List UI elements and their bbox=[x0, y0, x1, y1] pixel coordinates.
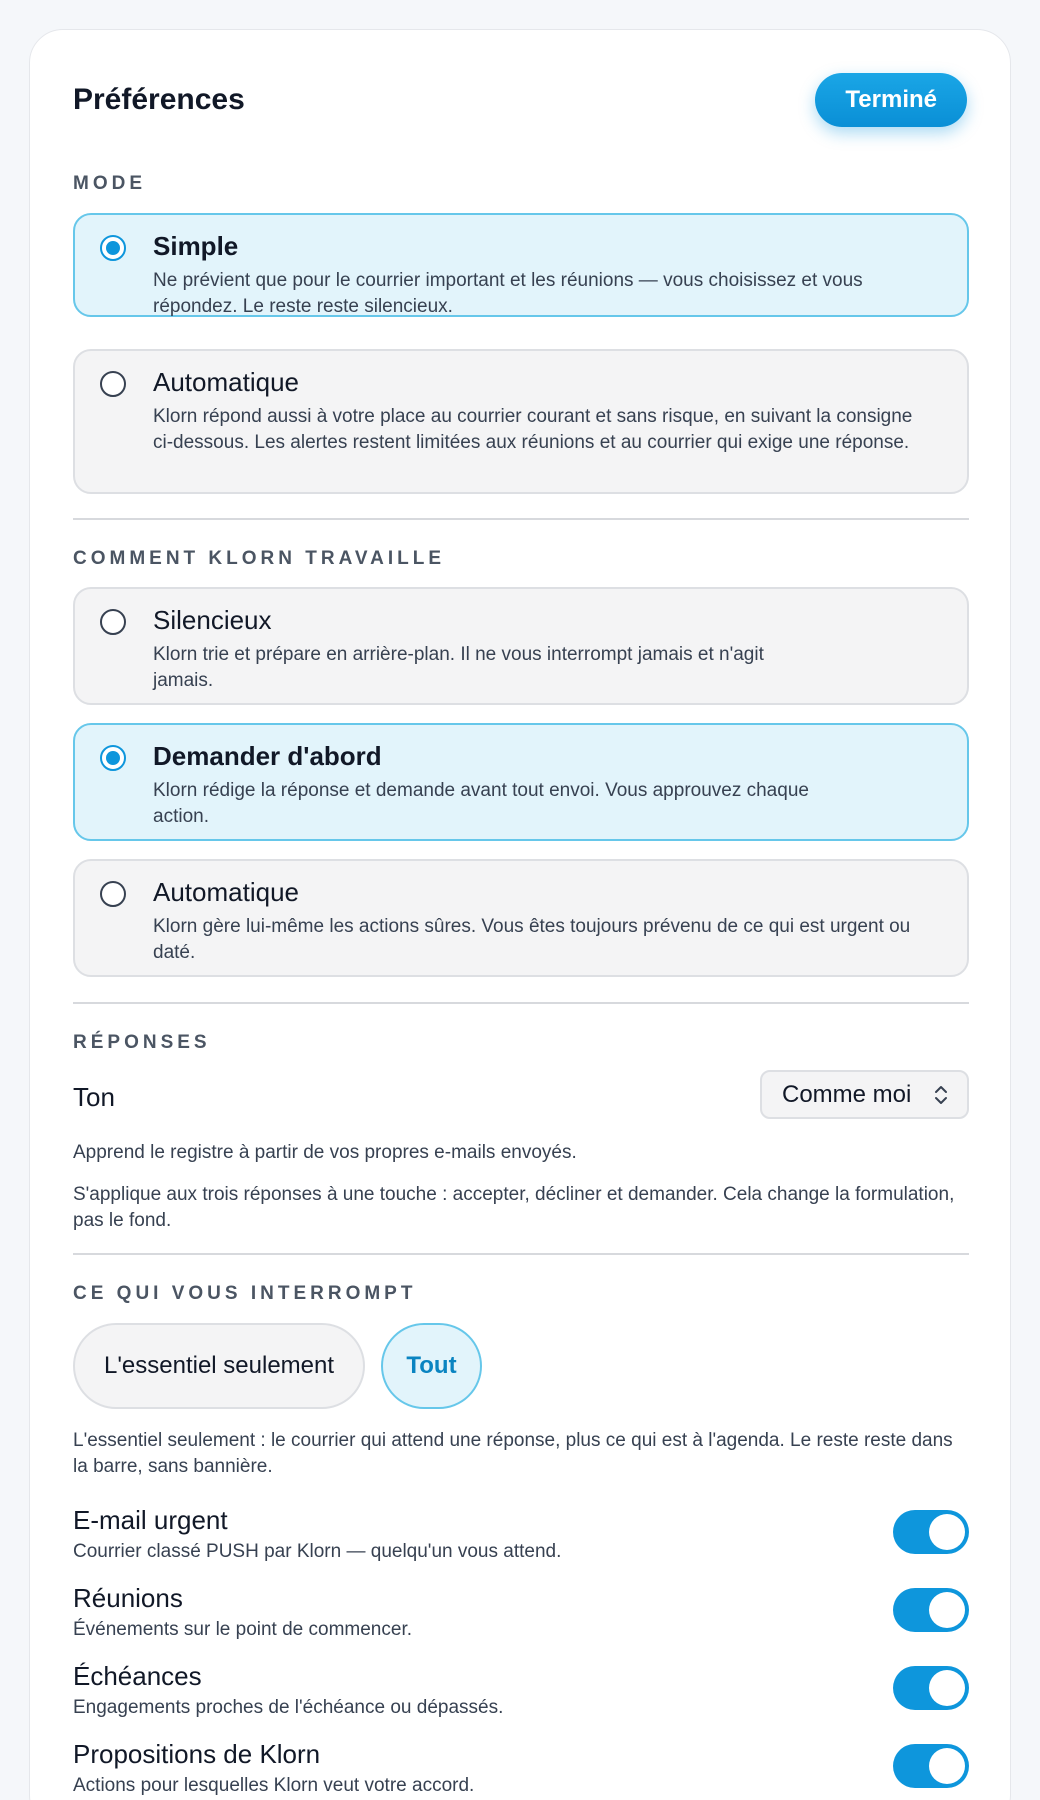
tone-select[interactable] bbox=[760, 1070, 969, 1119]
toggle-title: Échéances bbox=[73, 1661, 202, 1691]
toggle-title: Propositions de Klorn bbox=[73, 1739, 321, 1769]
radio-unselected-icon[interactable] bbox=[100, 881, 126, 907]
toggle-switch-urgent-email[interactable] bbox=[893, 1510, 969, 1554]
option-title: Automatique bbox=[153, 877, 299, 907]
option-description: Klorn trie et prépare en arrière-plan. Il ne vous interrompt jamais et n'agit jamais. bbox=[153, 644, 764, 691]
divider bbox=[73, 1002, 969, 1004]
interrupt-help-text: L'essentiel seulement : le courrier qui attend une réponse, plus ce qui est à l'agenda. Le reste reste dans la barre, sans bannière. bbox=[73, 1430, 953, 1477]
divider bbox=[73, 518, 969, 520]
tone-help-text: Apprend le registre à partir de vos propres e-mails envoyés. bbox=[73, 1142, 577, 1163]
tone-label: Ton bbox=[73, 1082, 115, 1112]
preferences-card bbox=[29, 29, 1011, 1800]
radio-unselected-icon[interactable] bbox=[100, 609, 126, 635]
radio-selected-icon[interactable] bbox=[100, 745, 126, 771]
toggle-row-meetings bbox=[73, 1583, 969, 1647]
pill-all[interactable]: Tout bbox=[381, 1323, 482, 1409]
toggle-title: Réunions bbox=[73, 1583, 183, 1613]
toggle-description: Actions pour lesquelles Klorn veut votre accord. bbox=[73, 1775, 475, 1796]
radio-selected-icon[interactable] bbox=[100, 235, 126, 261]
chevron-up-down-icon bbox=[933, 1083, 949, 1107]
toggle-switch-klorn-proposals[interactable] bbox=[893, 1744, 969, 1788]
toggle-row-deadlines bbox=[73, 1661, 969, 1725]
toggle-row-klorn-proposals bbox=[73, 1739, 969, 1800]
toggle-description: Événements sur le point de commencer. bbox=[73, 1619, 413, 1640]
page-title: Préférences bbox=[73, 83, 245, 116]
header bbox=[73, 72, 967, 128]
option-title: Automatique bbox=[153, 367, 299, 397]
toggle-switch-meetings[interactable] bbox=[893, 1588, 969, 1632]
option-title: Demander d'abord bbox=[153, 741, 382, 771]
mode-option-automatic[interactable] bbox=[73, 349, 969, 494]
option-title: Simple bbox=[153, 231, 239, 261]
mode-option-simple[interactable] bbox=[73, 213, 969, 317]
section-label-work: COMMENT KLORN TRAVAILLE bbox=[73, 548, 446, 569]
toggle-title: E-mail urgent bbox=[73, 1505, 228, 1535]
option-title: Silencieux bbox=[153, 605, 272, 635]
option-description: Klorn rédige la réponse et demande avant tout envoi. Vous approuvez chaque action. bbox=[153, 780, 809, 827]
section-label-interrupt: CE QUI VOUS INTERROMPT bbox=[73, 1283, 417, 1304]
work-option-automatic[interactable] bbox=[73, 859, 969, 977]
tone-select-value: Comme moi bbox=[782, 1080, 912, 1108]
toggle-description: Courrier classé PUSH par Klorn — quelqu'un vous attend. bbox=[73, 1541, 562, 1562]
section-label-mode: MODE bbox=[73, 173, 146, 194]
tone-help-text-2: S'applique aux trois réponses à une touche : accepter, décliner et demander. Cela change la formulation, pas le fond. bbox=[73, 1184, 955, 1231]
toggle-knob bbox=[929, 1670, 965, 1706]
toggle-knob bbox=[929, 1748, 965, 1784]
divider bbox=[73, 1253, 969, 1255]
done-button[interactable]: Terminé bbox=[815, 73, 967, 127]
work-option-ask-first[interactable] bbox=[73, 723, 969, 841]
toggle-knob bbox=[929, 1514, 965, 1550]
toggle-knob bbox=[929, 1592, 965, 1628]
section-label-replies: RÉPONSES bbox=[73, 1032, 211, 1053]
radio-unselected-icon[interactable] bbox=[100, 371, 126, 397]
toggle-row-urgent-email bbox=[73, 1505, 969, 1569]
option-description: Ne prévient que pour le courrier important et les réunions — vous choisissez et vous répondez. Le reste reste silencieux. bbox=[153, 270, 863, 317]
work-option-silent[interactable] bbox=[73, 587, 969, 705]
pill-essential-only[interactable]: L'essentiel seulement bbox=[73, 1323, 365, 1409]
toggle-switch-deadlines[interactable] bbox=[893, 1666, 969, 1710]
option-description: Klorn répond aussi à votre place au courrier courant et sans risque, en suivant la consigne ci-dessous. Les alertes restent limitées aux réunions et au courrier qui exige une réponse. bbox=[153, 406, 913, 453]
toggle-description: Engagements proches de l'échéance ou dépassés. bbox=[73, 1697, 504, 1718]
option-description: Klorn gère lui-même les actions sûres. Vous êtes toujours prévenu de ce qui est urgent ou daté. bbox=[153, 916, 911, 963]
